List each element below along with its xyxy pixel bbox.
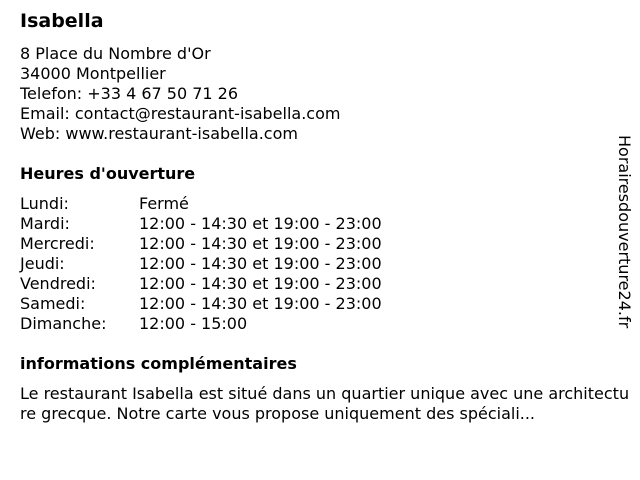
day-hours: 12:00 - 14:30 et 19:00 - 23:00 [139, 254, 382, 273]
address-street: 8 Place du Nombre d'Or [20, 44, 211, 63]
day-label: Mardi: [20, 214, 70, 233]
hours-row-samedi [20, 294, 382, 314]
day-label: Lundi: [20, 194, 69, 213]
day-label: Vendredi: [20, 274, 96, 293]
hours-table [20, 194, 382, 334]
day-label: Samedi: [20, 294, 86, 313]
hours-heading: Heures d'ouverture [20, 164, 196, 183]
day-hours: 12:00 - 14:30 et 19:00 - 23:00 [139, 234, 382, 253]
hours-row-mardi [20, 214, 382, 234]
site-watermark: Horairesdouverture24.fr [615, 135, 634, 329]
hours-row-lundi [20, 194, 382, 214]
day-label: Jeudi: [20, 254, 65, 273]
day-hours: Fermé [139, 194, 189, 213]
day-hours: 12:00 - 14:30 et 19:00 - 23:00 [139, 214, 382, 233]
day-hours: 12:00 - 14:30 et 19:00 - 23:00 [139, 274, 382, 293]
info-description: Le restaurant Isabella est situé dans un quartier unique avec une architecture grecque. Notre carte vous propose uniquement des spéciali... [20, 384, 630, 423]
website-url: Web: www.restaurant-isabella.com [20, 124, 298, 143]
info-heading: informations complémentaires [20, 354, 297, 373]
day-label: Mercredi: [20, 234, 95, 253]
hours-row-jeudi [20, 254, 382, 274]
phone-number: Telefon: +33 4 67 50 71 26 [20, 84, 239, 103]
email-address: Email: contact@restaurant-isabella.com [20, 104, 341, 123]
restaurant-name: Isabella [20, 10, 104, 32]
day-label: Dimanche: [20, 314, 107, 333]
hours-row-vendredi [20, 274, 382, 294]
day-hours: 12:00 - 15:00 [139, 314, 248, 333]
day-hours: 12:00 - 14:30 et 19:00 - 23:00 [139, 294, 382, 313]
hours-row-mercredi [20, 234, 382, 254]
address-city: 34000 Montpellier [20, 64, 166, 83]
contact-block [20, 44, 340, 144]
hours-row-dimanche [20, 314, 382, 334]
